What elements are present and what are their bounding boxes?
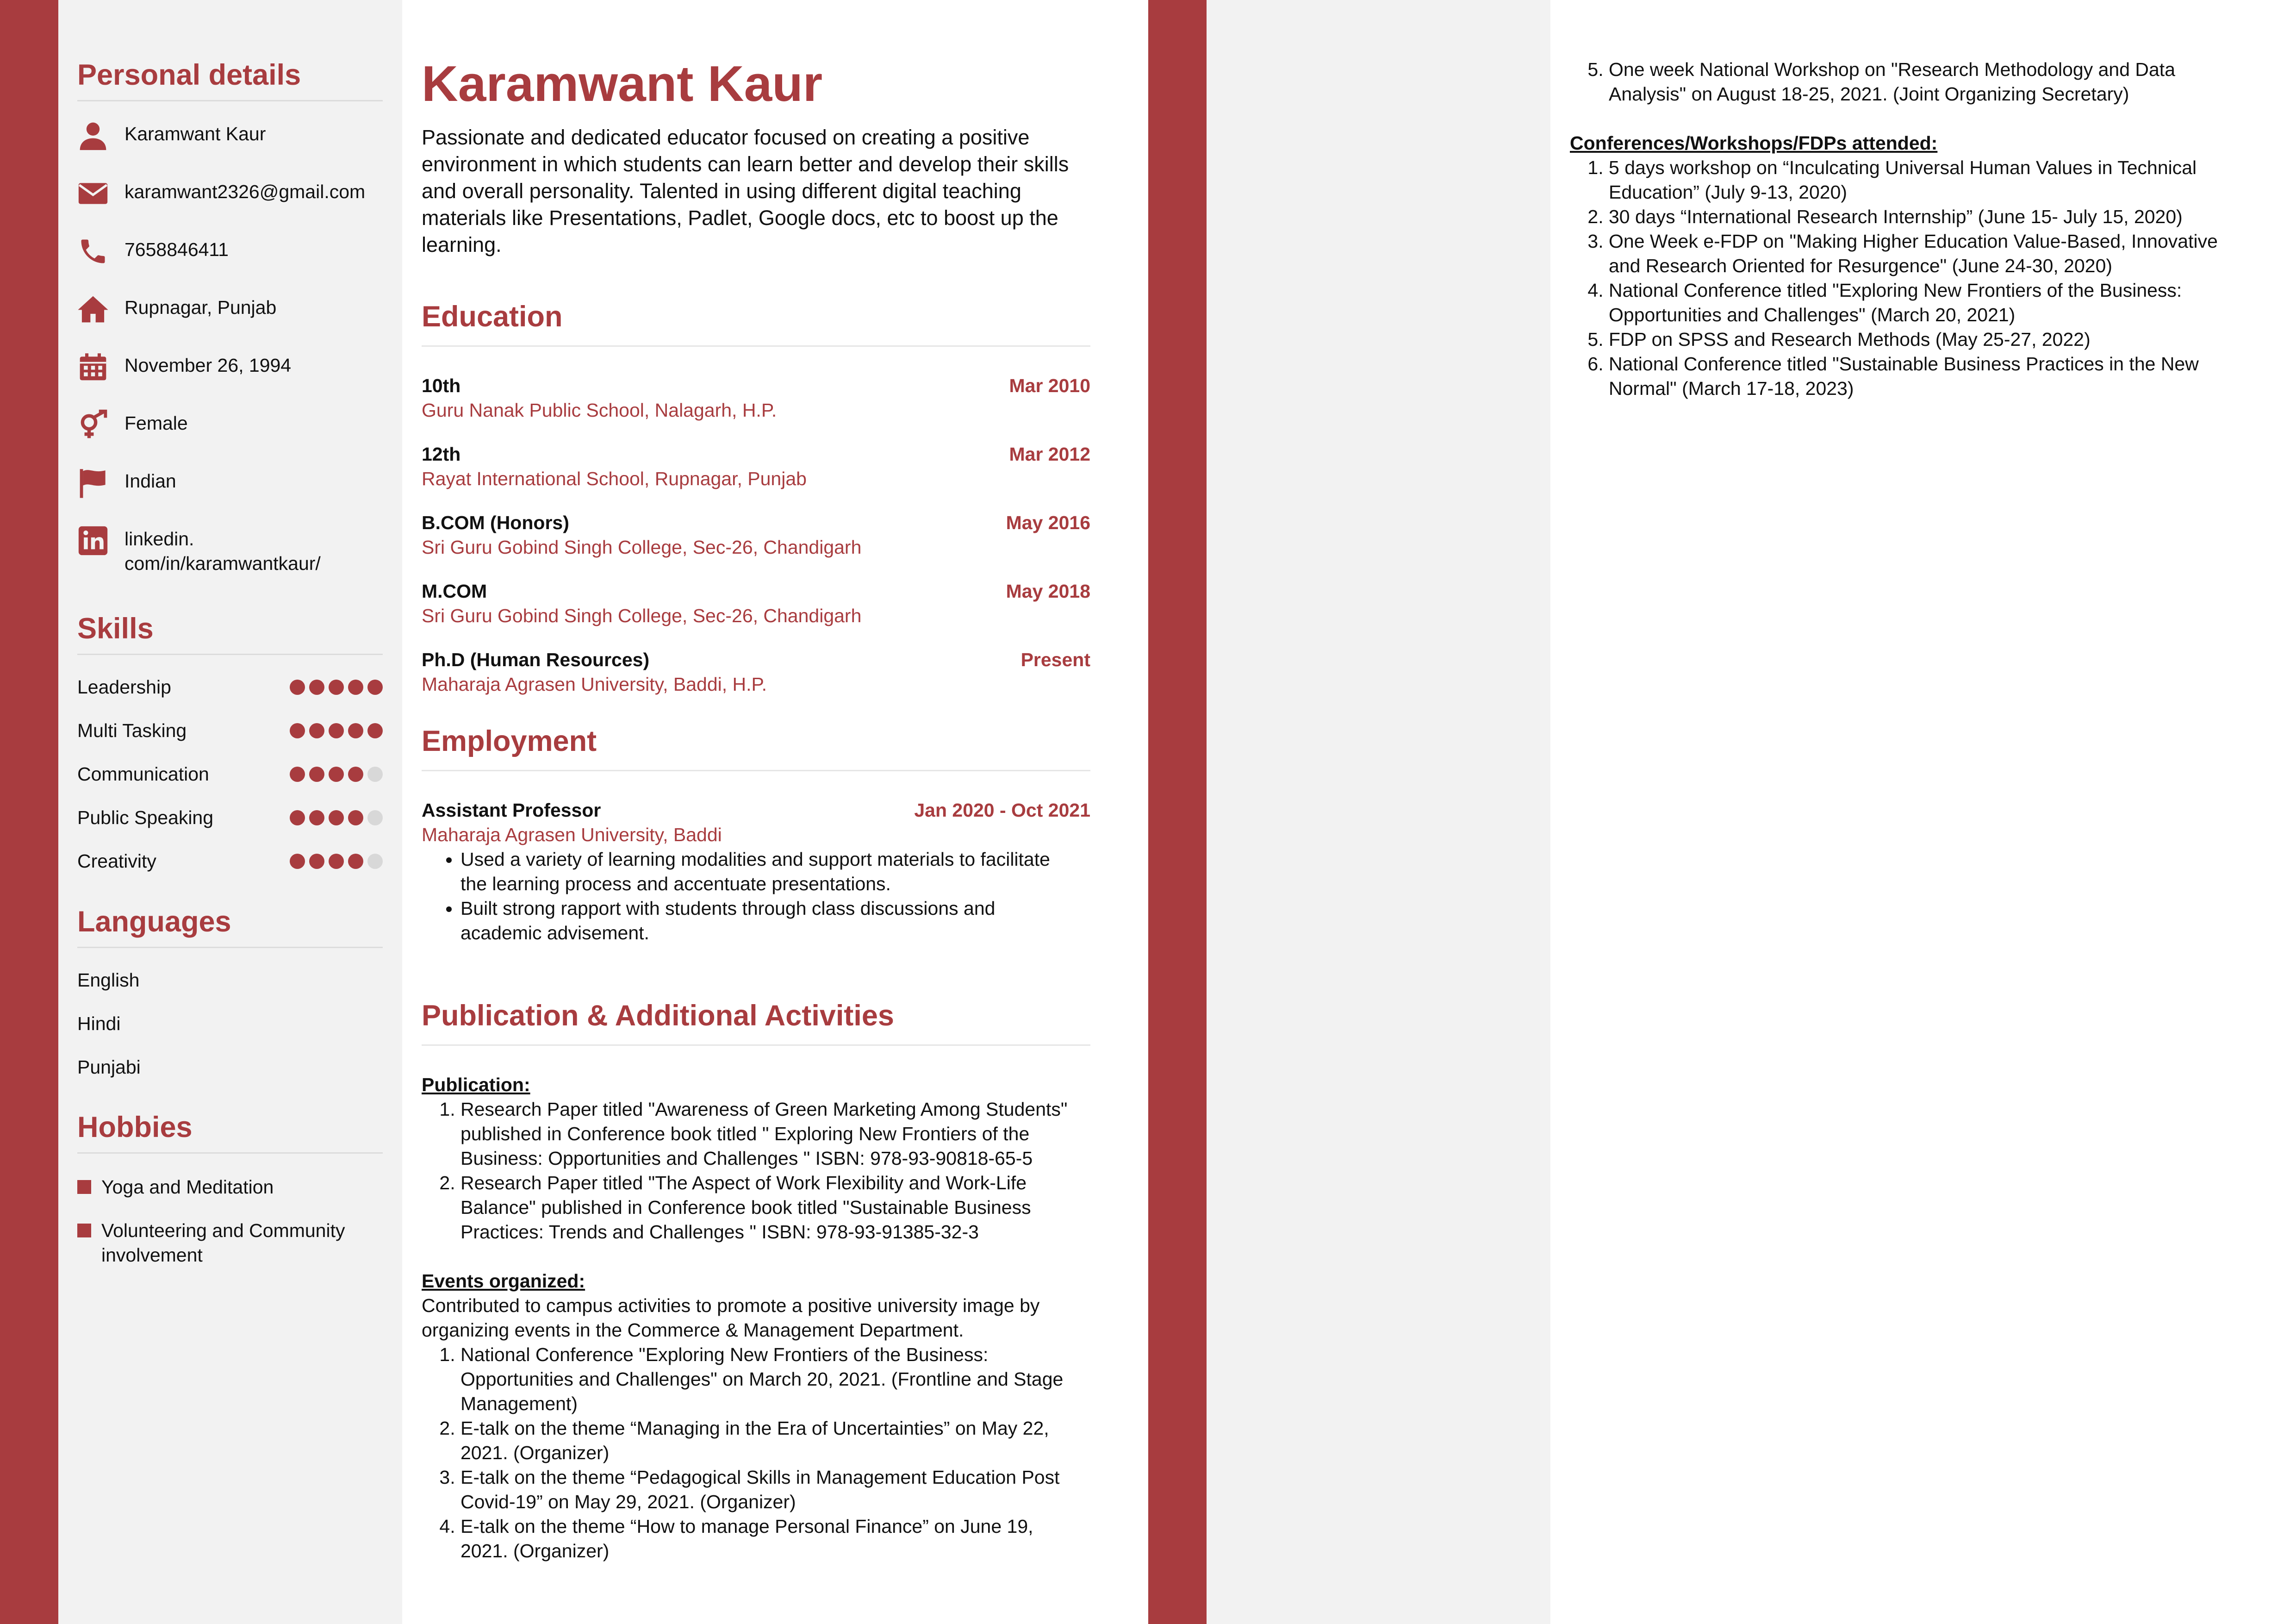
list-item	[460, 1097, 1090, 1171]
rating-dot-icon	[348, 680, 363, 695]
rating-dot-icon	[348, 723, 363, 738]
rating-dot-icon	[367, 723, 383, 738]
skill-row	[77, 752, 383, 796]
events-intro-line: organizing events in the Commerce & Management Department.	[422, 1319, 964, 1341]
rating-dot-icon	[348, 767, 363, 782]
education-heading: Education	[422, 300, 1090, 347]
hobby-text-line: Volunteering and Community	[101, 1220, 345, 1241]
skill-name: Multi Tasking	[77, 719, 187, 741]
publication-section	[422, 999, 1090, 1563]
list-item-line: 2021. (Organizer)	[460, 1442, 610, 1463]
publication-label: Publication:	[422, 1074, 530, 1095]
skills-heading: Skills	[77, 612, 383, 655]
degree-title: Ph.D (Human Resources)	[422, 649, 650, 670]
education-entry-top	[422, 648, 1090, 672]
main-column	[402, 0, 1148, 1624]
list-item-line: Balance" published in Conference book titled "Sustainable Business	[460, 1197, 1031, 1218]
bullet-square-icon	[77, 1224, 91, 1237]
attended-list	[1570, 156, 2239, 401]
rating-dot-icon	[309, 723, 324, 738]
list-item-line: Opportunities and Challenges" (March 20, 2021)	[1609, 304, 2016, 325]
job-title: Assistant Professor	[422, 800, 601, 821]
contact-dob	[77, 353, 383, 411]
event-line: Analysis" on August 18-25, 2021. (Joint Organizing Secretary)	[1609, 83, 2129, 105]
linkedin-icon	[77, 525, 109, 556]
hobbies-heading: Hobbies	[77, 1111, 383, 1154]
list-item-line: Opportunities and Challenges" on March 20, 2021. (Frontline and Stage	[460, 1368, 1064, 1390]
personal-details-section	[77, 58, 383, 596]
events-intro-line: Contributed to campus activities to promote a positive university image by	[422, 1295, 1040, 1316]
bullet-line: Used a variety of learning modalities and support materials to facilitate	[460, 849, 1050, 870]
education-entry	[422, 648, 1090, 697]
list-item-line: Education” (July 9-13, 2020)	[1609, 181, 1848, 203]
summary-line: and overall personality. Talented in using different digital teaching	[422, 179, 1021, 203]
contact-phone	[77, 237, 383, 295]
event-item	[1609, 57, 2239, 106]
rating-dot-icon	[290, 854, 305, 869]
degree-title: 12th	[422, 443, 461, 465]
linkedin-line-1: linkedin.	[124, 528, 194, 550]
job-date: Jan 2020 - Oct 2021	[914, 800, 1090, 821]
languages-section	[77, 905, 383, 1089]
employment-heading: Employment	[422, 725, 1090, 771]
language-item: Hindi	[77, 1012, 121, 1034]
skill-rating	[290, 680, 383, 695]
attended-label: Conferences/Workshops/FDPs attended:	[1570, 132, 1938, 154]
hobby-item	[77, 1175, 383, 1199]
list-item-line: Research Paper titled "Awareness of Green Marketing Among Students"	[460, 1099, 1068, 1120]
sidebar	[1207, 0, 1550, 1624]
skills-section	[77, 612, 383, 883]
rating-dot-icon	[290, 810, 305, 825]
rating-dot-icon	[367, 767, 383, 782]
degree-date: Mar 2010	[1009, 375, 1090, 396]
degree-date: May 2016	[1006, 512, 1090, 533]
hobby-text	[101, 1218, 345, 1268]
list-item-line: National Conference titled "Exploring New Frontiers of the Business:	[1609, 280, 2182, 301]
list-item	[1609, 205, 2239, 229]
rating-dot-icon	[290, 680, 305, 695]
list-item	[460, 1171, 1090, 1244]
skill-rating	[290, 723, 383, 738]
rating-dot-icon	[290, 723, 305, 738]
phone-icon	[77, 236, 109, 267]
envelope-icon	[77, 178, 109, 209]
summary-line: learning.	[422, 232, 502, 256]
personal-details-heading: Personal details	[77, 58, 383, 101]
resume-header	[422, 56, 1090, 258]
skill-name: Creativity	[77, 850, 156, 872]
bullet-square-icon	[77, 1180, 91, 1194]
list-item	[1609, 156, 2239, 205]
bullet-line: Built strong rapport with students through class discussions and	[460, 898, 996, 919]
education-entry-top	[422, 442, 1090, 467]
contact-gender-text: Female	[124, 412, 188, 434]
list-item-line: published in Conference book titled " Exploring New Frontiers of the	[460, 1123, 1030, 1144]
continued-activities	[1570, 57, 2239, 401]
events-intro	[422, 1293, 1090, 1343]
list-item-line: E-talk on the theme “Pedagogical Skills in Management Education Post	[460, 1467, 1060, 1488]
language-item: English	[77, 969, 140, 991]
contact-linkedin	[77, 527, 383, 596]
candidate-name: Karamwant Kaur	[422, 56, 823, 112]
linkedin-line-2: com/in/karamwantkaur/	[124, 553, 321, 574]
education-entry	[422, 579, 1090, 628]
rating-dot-icon	[309, 680, 324, 695]
accent-stripe	[0, 0, 58, 1624]
events-list-continued	[1570, 57, 2239, 106]
education-entry	[422, 374, 1090, 423]
list-item	[460, 1343, 1090, 1416]
rating-dot-icon	[329, 810, 344, 825]
rating-dot-icon	[329, 767, 344, 782]
rating-dot-icon	[367, 680, 383, 695]
school-name: Guru Nanak Public School, Nalagarh, H.P.	[422, 400, 777, 421]
list-item-line: FDP on SPSS and Research Methods (May 25-27, 2022)	[1609, 329, 2091, 350]
events-list	[422, 1343, 1090, 1563]
job-organization: Maharaja Agrasen University, Baddi	[422, 824, 722, 845]
list-item-line: E-talk on the theme “Managing in the Era of Uncertainties” on May 22,	[460, 1418, 1049, 1439]
education-entry	[422, 511, 1090, 560]
bullet-line: academic advisement.	[460, 922, 649, 943]
school-name: Maharaja Agrasen University, Baddi, H.P.	[422, 674, 767, 695]
contact-linkedin-text[interactable]	[124, 527, 321, 576]
rating-dot-icon	[348, 854, 363, 869]
list-item-line: National Conference titled "Sustainable Business Practices in the New	[1609, 353, 2199, 375]
degree-date: May 2018	[1006, 581, 1090, 602]
languages-heading: Languages	[77, 905, 383, 948]
degree-date: Present	[1020, 649, 1090, 670]
calendar-icon	[77, 351, 109, 383]
education-entry-top	[422, 511, 1090, 535]
contact-address-text: Rupnagar, Punjab	[124, 297, 277, 318]
rating-dot-icon	[348, 810, 363, 825]
list-item	[1609, 229, 2239, 278]
contact-dob-text: November 26, 1994	[124, 355, 292, 376]
skill-row	[77, 839, 383, 883]
list-item	[1609, 278, 2239, 327]
job-bullet	[460, 847, 1090, 896]
contact-email	[77, 180, 383, 237]
skill-row	[77, 665, 383, 709]
skill-rating	[290, 810, 383, 825]
skill-row	[77, 709, 383, 752]
summary-line: materials like Presentations, Padlet, Google docs, etc to boost up the	[422, 206, 1058, 230]
education-entry	[422, 442, 1090, 491]
employment-entry-top	[422, 798, 1090, 823]
school-name: Sri Guru Gobind Singh College, Sec-26, Chandigarh	[422, 537, 862, 558]
accent-stripe	[1148, 0, 1207, 1624]
degree-title: B.COM (Honors)	[422, 512, 569, 533]
language-item: Punjabi	[77, 1056, 141, 1078]
rating-dot-icon	[367, 810, 383, 825]
hobby-text: Yoga and Meditation	[101, 1176, 274, 1198]
contact-nationality	[77, 469, 383, 527]
event-line: One week National Workshop on "Research Methodology and Data	[1609, 59, 2175, 80]
home-icon	[77, 294, 109, 325]
list-item	[1609, 327, 2239, 352]
user-icon	[77, 120, 109, 151]
list-item-line: Covid-19” on May 29, 2021. (Organizer)	[460, 1491, 796, 1512]
rating-dot-icon	[290, 767, 305, 782]
rating-dot-icon	[367, 854, 383, 869]
education-entry-top	[422, 579, 1090, 604]
main-column	[1550, 0, 2296, 1624]
rating-dot-icon	[309, 767, 324, 782]
publication-heading: Publication & Additional Activities	[422, 999, 1090, 1046]
education-list	[422, 374, 1090, 697]
hobbies-section	[77, 1111, 383, 1287]
list-item-line: One Week e-FDP on "Making Higher Education Value-Based, Innovative	[1609, 231, 2218, 252]
degree-title: M.COM	[422, 581, 487, 602]
list-item	[460, 1416, 1090, 1465]
flag-icon	[77, 467, 109, 499]
events-label: Events organized:	[422, 1270, 585, 1292]
skill-rating	[290, 767, 383, 782]
list-item-line: 30 days “International Research Internship” (June 15- July 15, 2020)	[1609, 206, 2183, 227]
list-item-line: Business: Opportunities and Challenges " ISBN: 978-93-90818-65-5	[460, 1148, 1033, 1169]
job-bullets	[422, 847, 1090, 945]
degree-date: Mar 2012	[1009, 443, 1090, 465]
education-section	[422, 300, 1090, 716]
skill-row	[77, 796, 383, 839]
skill-name: Communication	[77, 763, 209, 785]
hobby-item	[77, 1218, 383, 1268]
contact-nationality-text: Indian	[124, 470, 176, 492]
sidebar	[58, 0, 402, 1624]
contact-gender	[77, 411, 383, 469]
list-item-line: 5 days workshop on “Inculcating Universal Human Values in Technical	[1609, 157, 2197, 178]
skill-rating	[290, 854, 383, 869]
resume-page-2	[1148, 0, 2296, 1624]
list-item	[1609, 352, 2239, 401]
skill-name: Public Speaking	[77, 806, 214, 828]
list-item-line: National Conference "Exploring New Frontiers of the Business:	[460, 1344, 989, 1365]
list-item	[460, 1514, 1090, 1563]
list-item-line: Practices: Trends and Challenges " ISBN: 978-93-91385-32-3	[460, 1221, 979, 1243]
contact-name	[77, 122, 383, 180]
skills-list	[77, 665, 383, 883]
list-item-line: 2021. (Organizer)	[460, 1540, 610, 1562]
summary-line: environment in which students can learn better and develop their skills	[422, 152, 1069, 176]
contact-name-text: Karamwant Kaur	[124, 123, 266, 144]
list-item-line: and Research Oriented for Resurgence" (June 24-30, 2020)	[1609, 255, 2113, 276]
rating-dot-icon	[329, 723, 344, 738]
skill-name: Leadership	[77, 676, 171, 698]
school-name: Rayat International School, Rupnagar, Punjab	[422, 468, 807, 489]
rating-dot-icon	[309, 854, 324, 869]
list-item-line: E-talk on the theme “How to manage Personal Finance” on June 19,	[460, 1516, 1033, 1537]
rating-dot-icon	[329, 680, 344, 695]
publication-list	[422, 1097, 1090, 1244]
contact-phone-text: 7658846411	[124, 239, 229, 260]
rating-dot-icon	[329, 854, 344, 869]
hobby-text-line: involvement	[101, 1244, 203, 1266]
list-item-line: Research Paper titled "The Aspect of Work Flexibility and Work-Life	[460, 1172, 1027, 1193]
school-name: Sri Guru Gobind Singh College, Sec-26, Chandigarh	[422, 605, 862, 626]
contact-email-text[interactable]: karamwant2326@gmail.com	[124, 181, 366, 202]
employment-section	[422, 725, 1090, 945]
rating-dot-icon	[309, 810, 324, 825]
list-item	[460, 1465, 1090, 1514]
degree-title: 10th	[422, 375, 461, 396]
summary-line: Passionate and dedicated educator focused on creating a positive	[422, 125, 1030, 149]
contact-address	[77, 295, 383, 353]
education-entry-top	[422, 374, 1090, 398]
list-item-line: Management)	[460, 1393, 578, 1414]
bullet-line: the learning process and accentuate presentations.	[460, 873, 891, 894]
gender-icon	[77, 409, 109, 441]
summary-text	[422, 124, 1090, 258]
job-bullet	[460, 896, 1090, 945]
list-item-line: Normal" (March 17-18, 2023)	[1609, 378, 1854, 399]
